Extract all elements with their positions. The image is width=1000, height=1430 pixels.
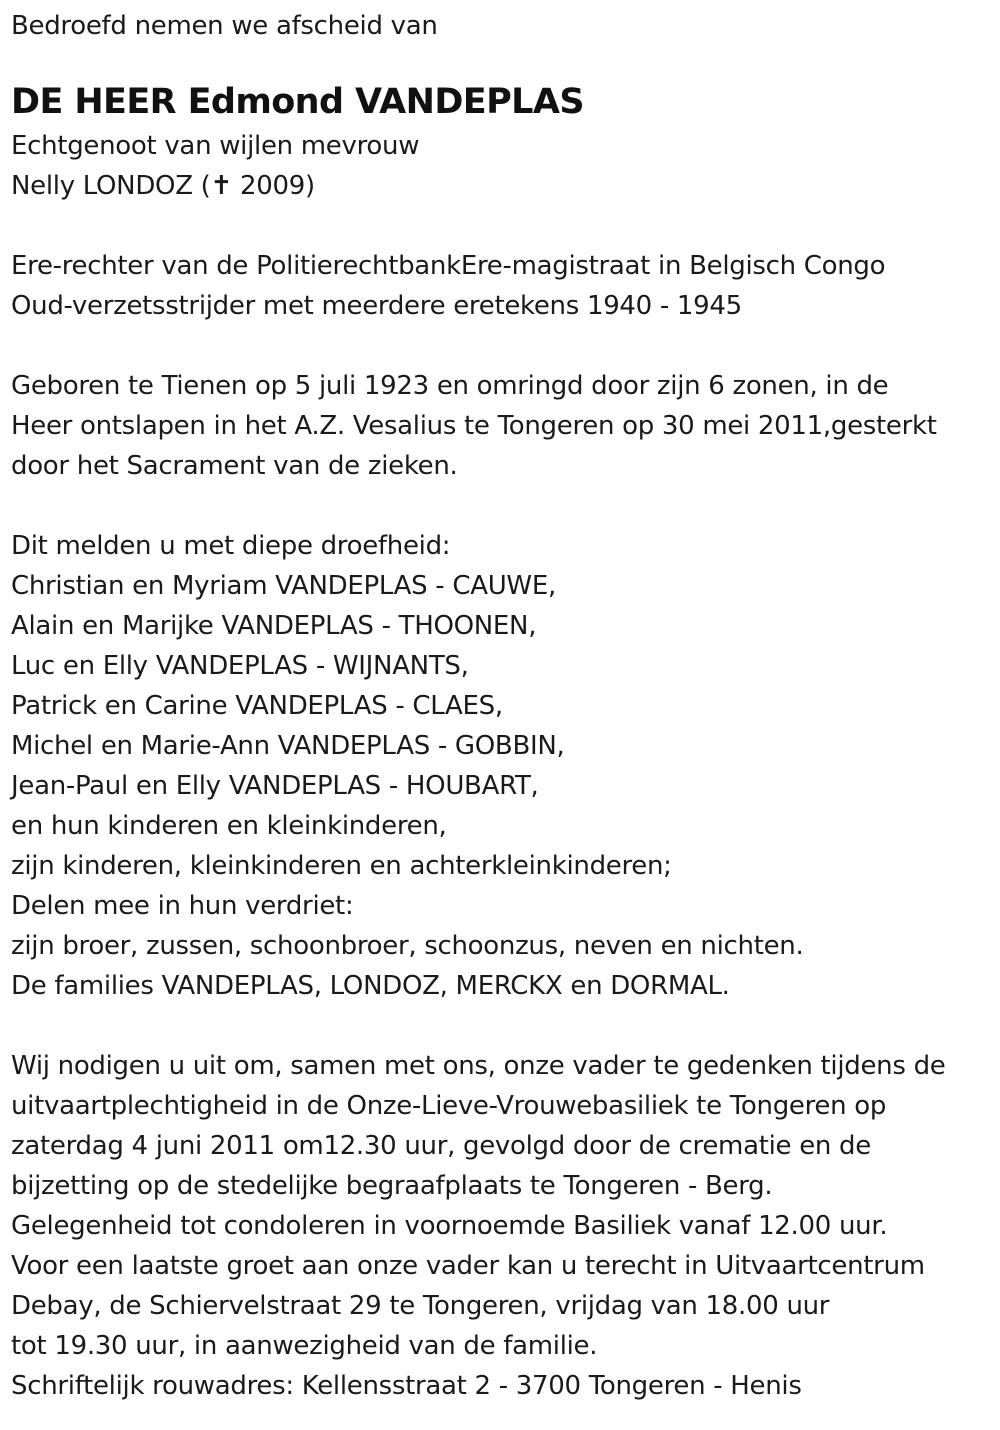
family-line: zijn kinderen, kleinkinderen en achterkleinkinderen; <box>11 851 672 881</box>
spouse-line-2: Nelly LONDOZ (✝ 2009) <box>11 171 315 201</box>
family-line: Christian en Myriam VANDEPLAS - CAUWE, <box>11 571 556 601</box>
birth-death-block <box>11 366 996 486</box>
titles-block <box>11 246 996 326</box>
ceremony-line: Schriftelijk rouwadres: Kellensstraat 2 - 3700 Tongeren - Henis <box>11 1371 802 1401</box>
family-line: Luc en Elly VANDEPLAS - WIJNANTS, <box>11 651 469 681</box>
deceased-name-title: DE HEER Edmond VANDEPLAS <box>11 82 584 122</box>
birth-death-line: door het Sacrament van de zieken. <box>11 451 458 481</box>
ceremony-line: Debay, de Schiervelstraat 29 te Tongeren, vrijdag van 18.00 uur <box>11 1291 830 1321</box>
spacer <box>11 46 996 78</box>
family-line: Jean-Paul en Elly VANDEPLAS - HOUBART, <box>11 771 539 801</box>
obituary-page <box>11 6 996 1406</box>
birth-death-line: Heer ontslapen in het A.Z. Vesalius te Tongeren op 30 mei 2011,gesterkt <box>11 411 937 441</box>
family-line: Patrick en Carine VANDEPLAS - CLAES, <box>11 691 503 721</box>
title-line: Ere-rechter van de PolitierechtbankEre-magistraat in Belgisch Congo <box>11 251 886 281</box>
ceremony-line: Gelegenheid tot condoleren in voornoemde Basiliek vanaf 12.00 uur. <box>11 1211 888 1241</box>
family-line: Delen mee in hun verdriet: <box>11 891 354 921</box>
family-line: en hun kinderen en kleinkinderen, <box>11 811 447 841</box>
spacer <box>11 486 996 526</box>
birth-death-line: Geboren te Tienen op 5 juli 1923 en omringd door zijn 6 zonen, in de <box>11 371 889 401</box>
intro-text: Bedroefd nemen we afscheid van <box>11 11 438 41</box>
ceremony-line: Voor een laatste groet aan onze vader kan u terecht in Uitvaartcentrum <box>11 1251 925 1281</box>
ceremony-line: Wij nodigen u uit om, samen met ons, onze vader te gedenken tijdens de <box>11 1051 946 1081</box>
title-line: Oud-verzetsstrijder met meerdere eretekens 1940 - 1945 <box>11 291 742 321</box>
family-line: Dit melden u met diepe droefheid: <box>11 531 451 561</box>
family-line: zijn broer, zussen, schoonbroer, schoonzus, neven en nichten. <box>11 931 804 961</box>
family-block <box>11 526 996 1006</box>
family-line: De families VANDEPLAS, LONDOZ, MERCKX en DORMAL. <box>11 971 730 1001</box>
ceremony-line: bijzetting op de stedelijke begraafplaats te Tongeren - Berg. <box>11 1171 773 1201</box>
spacer <box>11 326 996 366</box>
family-line: Alain en Marijke VANDEPLAS - THOONEN, <box>11 611 537 641</box>
spouse-line-1: Echtgenoot van wijlen mevrouw <box>11 131 420 161</box>
spacer <box>11 1006 996 1046</box>
family-line: Michel en Marie-Ann VANDEPLAS - GOBBIN, <box>11 731 565 761</box>
ceremony-line: uitvaartplechtigheid in de Onze-Lieve-Vrouwebasiliek te Tongeren op <box>11 1091 887 1121</box>
ceremony-line: tot 19.30 uur, in aanwezigheid van de familie. <box>11 1331 598 1361</box>
ceremony-line: zaterdag 4 juni 2011 om12.30 uur, gevolgd door de crematie en de <box>11 1131 871 1161</box>
ceremony-block <box>11 1046 996 1406</box>
spacer <box>11 206 996 246</box>
